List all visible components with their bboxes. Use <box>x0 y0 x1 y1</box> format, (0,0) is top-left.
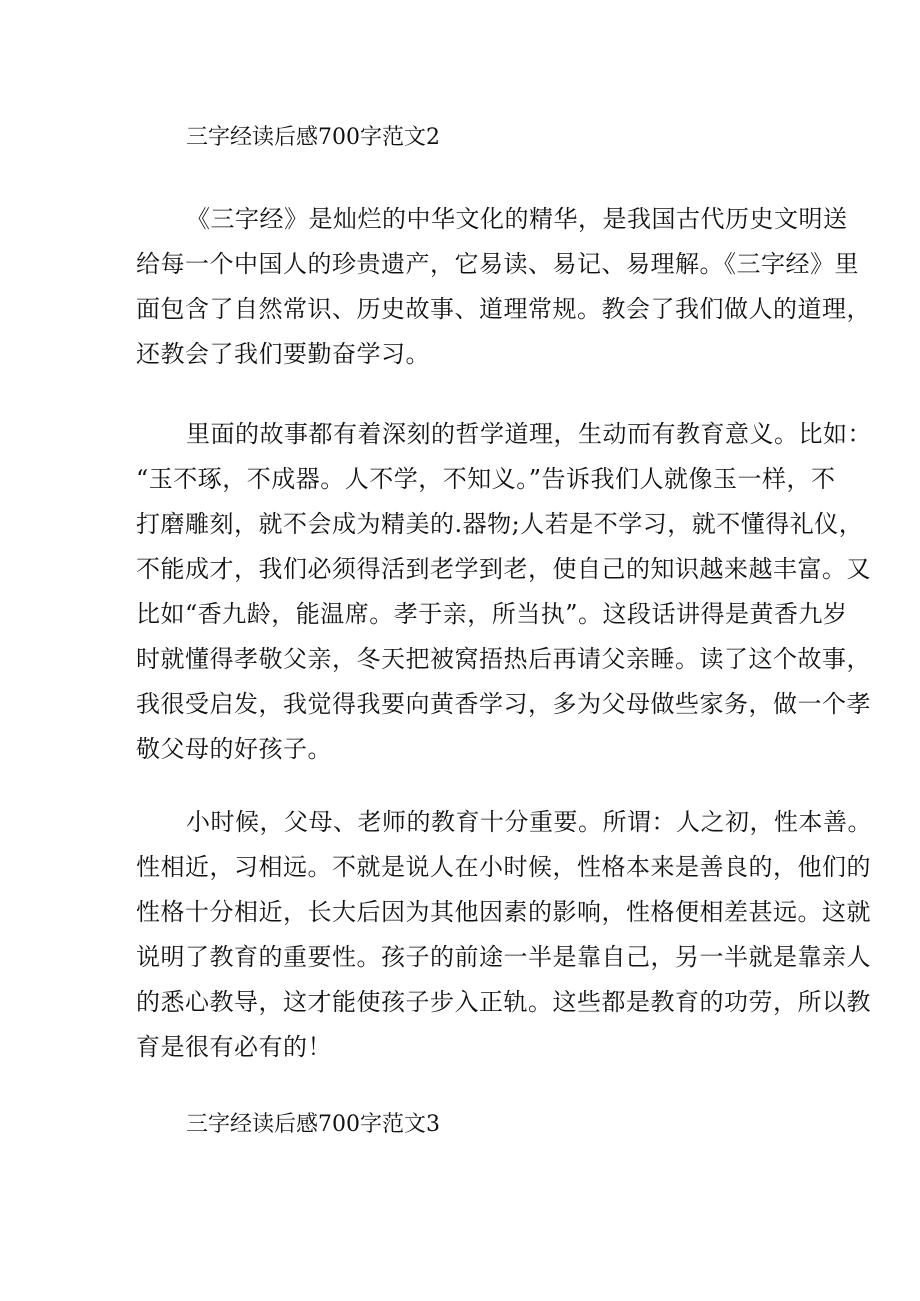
text-line: 里面的故事都有着深刻的哲学道理，生动而有教育意义。比如： <box>186 420 872 448</box>
text-line: 《三字经》是灿烂的中华文化的精华，是我国古代历史文明送 <box>186 205 848 233</box>
text-line: 比如“香九龄，能温席。孝于亲，所当执”。这段话讲得是黄香九岁 <box>136 600 848 628</box>
section-heading: 三字经读后感700字范文2 <box>186 125 440 150</box>
text-line: 给每一个中国人的珍贵遗产，它易读、易记、易理解。《三字经》里 <box>136 250 859 278</box>
text-line: 面包含了自然常识、历史故事、道理常规。教会了我们做人的道理， <box>136 295 871 323</box>
text-line: 不能成才，我们必须得活到老学到老，使自己的知识越来越丰富。又 <box>136 555 871 583</box>
text-line: 性相近，习相远。不就是说人在小时候，性格本来是善良的，他们的 <box>136 853 871 881</box>
text-line: 性格十分相近，长大后因为其他因素的影响，性格便相差甚远。这就 <box>136 898 871 926</box>
text-line: 说明了教育的重要性。孩子的前途一半是靠自己，另一半就是靠亲人 <box>136 943 871 971</box>
text-line: 还教会了我们要勤奋学习。 <box>136 340 430 368</box>
section-heading: 三字经读后感700字范文3 <box>186 1112 440 1137</box>
text-line: “玉不琢，不成器。人不学，不知义。”告诉我们人就像玉一样，不 <box>136 465 836 493</box>
text-line: 的悉心教导，这才能使孩子步入正轨。这些都是教育的功劳，所以教 <box>136 988 871 1016</box>
text-line: 育是很有必有的！ <box>136 1033 332 1061</box>
text-line: 敬父母的好孩子。 <box>136 735 332 763</box>
text-line: 时就懂得孝敬父亲，冬天把被窝捂热后再请父亲睡。读了这个故事， <box>136 645 871 673</box>
text-line: 我很受启发，我觉得我要向黄香学习，多为父母做些家务，做一个孝 <box>136 690 871 718</box>
text-line: 小时候，父母、老师的教育十分重要。所谓：人之初，性本善。 <box>186 808 872 836</box>
text-line: 打磨雕刻，就不会成为精美的.器物;人若是不学习，就不懂得礼仪， <box>136 510 864 538</box>
